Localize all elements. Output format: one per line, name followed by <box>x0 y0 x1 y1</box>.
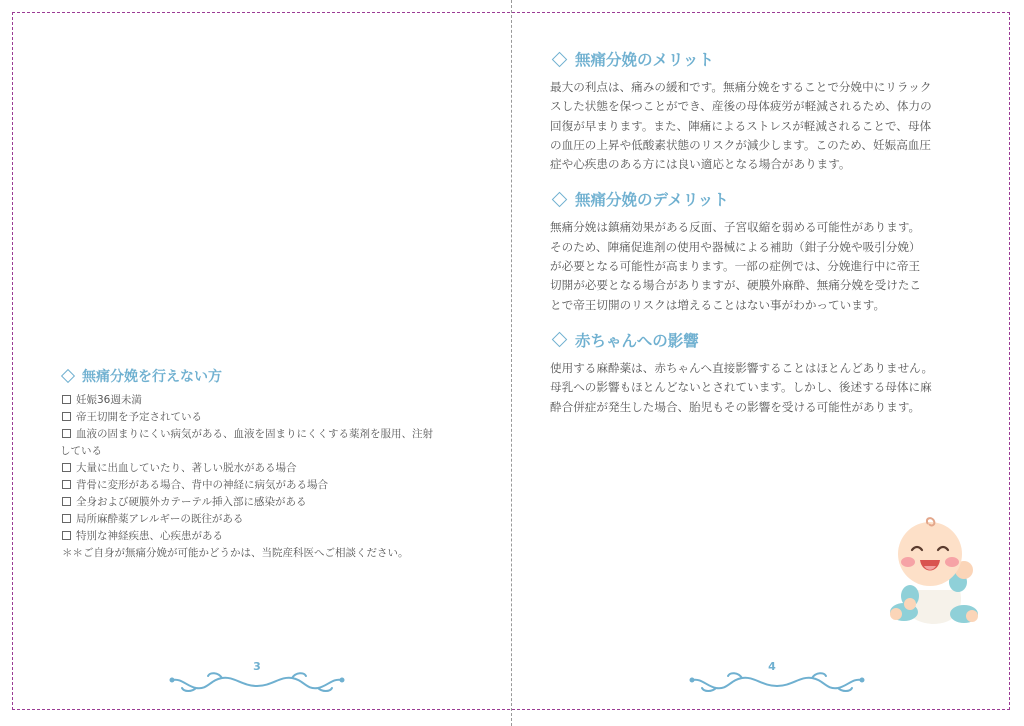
list-item: 帝王切開を予定されている <box>60 409 480 426</box>
checkbox-icon <box>62 480 71 489</box>
diamond-icon <box>552 192 568 208</box>
section-title: 赤ちゃんへの影響 <box>550 329 980 351</box>
checkbox-icon <box>62 463 71 472</box>
baby-illustration <box>884 512 982 628</box>
list-item: 大量に出血していたり、著しい脱水がある場合 <box>60 460 480 477</box>
list-item: 妊娠36週未満 <box>60 392 480 409</box>
page-4 <box>512 0 1024 726</box>
page-number: 3 <box>253 660 261 673</box>
list-item-continuation: している <box>60 445 102 457</box>
baby-effects-section <box>550 329 980 417</box>
list-item: 全身および硬膜外カテーテル挿入部に感染がある <box>60 494 480 511</box>
checkbox-icon <box>62 497 71 506</box>
consultation-note: ＊＊ご自身が無痛分娩が可能かどうかは、当院産科医へご相談ください。 <box>62 547 409 559</box>
demerit-section <box>550 188 980 314</box>
section-title <box>60 366 480 386</box>
list-item: 特別な神経疾患、心疾患がある <box>60 528 480 545</box>
list-item: 血液の固まりにくい病気がある、血液を固まりにくくする薬剤を服用、注射 <box>60 426 480 443</box>
checkbox-icon <box>62 395 71 404</box>
page-3 <box>0 0 511 726</box>
paragraph: 最大の利点は、痛みの緩和です。無痛分娩をすることで分娩中にリラック スした状態を保つことができ、産後の母体疲労が軽減されるため、体力の 回復が早まります。また、陣痛によるストレスが軽減されることで、母体 の血圧の上昇や低酸素状態のリスクが減少します。このため、妊娠高血圧 症や心疾患のある方には良い適応となる場合があります。 <box>550 80 932 172</box>
contraindication-checklist <box>60 392 480 545</box>
contraindications-section <box>60 366 480 562</box>
diamond-icon <box>61 369 75 383</box>
info-sections <box>550 48 980 431</box>
list-item: 局所麻酔薬アレルギーの既往がある <box>60 511 480 528</box>
page-number: 4 <box>768 660 776 673</box>
section-title: 無痛分娩のメリット <box>550 48 980 70</box>
paragraph: 使用する麻酔薬は、赤ちゃんへ直接影響することはほとんどありません。 母乳への影響もほとんどないとされています。しかし、後述する母体に麻 酔合併症が発生した場合、胎児もその影響を受ける可能性があります。 <box>550 360 934 414</box>
checkbox-icon <box>62 412 71 421</box>
checkbox-icon <box>62 531 71 540</box>
diamond-icon <box>552 332 568 348</box>
section-title: 無痛分娩のデメリット <box>550 188 980 210</box>
diamond-icon <box>552 51 568 67</box>
list-item: 背骨に変形がある場合、背中の神経に病気がある場合 <box>60 477 480 494</box>
checkbox-icon <box>62 514 71 523</box>
checkbox-icon <box>62 429 71 438</box>
section-title-text: 無痛分娩を行えない方 <box>82 369 222 385</box>
paragraph: 無痛分娩は鎮痛効果がある反面、子宮収縮を弱める可能性があります。 そのため、陣痛促進剤の使用や器械による補助（鉗子分娩や吸引分娩） が必要となる可能性が高まります。一部の症例では、分娩進行中に帝王 切開が必要となる場合がありますが、硬膜外麻酔、無痛分娩を受けたこ とで帝王切開のリスクは増えることはない事がわかっています。 <box>550 220 922 312</box>
merit-section <box>550 48 980 174</box>
